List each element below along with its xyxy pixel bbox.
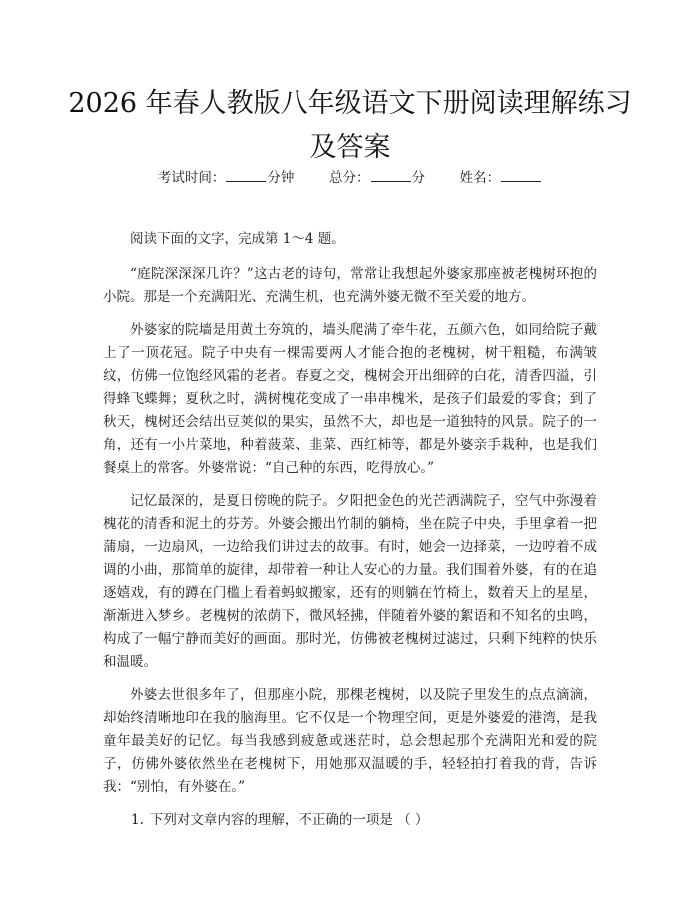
student-name-blank bbox=[501, 168, 541, 182]
reading-passage bbox=[103, 228, 597, 832]
total-score-blank bbox=[371, 168, 411, 182]
total-score-unit: 分 bbox=[411, 170, 425, 186]
passage-paragraph: “庭院深深深几许？”这古老的诗句，常常让我想起外婆家那座被老槐树环抱的小院。那是一个充满阳光、充满生机，也充满外婆无微不至关爱的地方。 bbox=[103, 266, 597, 305]
exam-info-line bbox=[0, 168, 700, 188]
document-title: 2026 年春人教版八年级语文下册阅读理解练习及答案 bbox=[68, 88, 632, 163]
exam-time-unit: 分钟 bbox=[267, 170, 295, 186]
question-text: 下列对文章内容的理解，不正确的一项是 （ ） bbox=[149, 812, 429, 828]
student-name-field bbox=[460, 168, 543, 188]
passage-paragraph: 外婆去世很多年了，但那座小院，那棵老槐树，以及院子里发生的点点滴滴，却始终清晰地印在我的脑海里。它不仅是一个物理空间，更是外婆爱的港湾，是我童年最美好的记忆。每当我感到疲惫或迷茫时，总会想起那个充满阳光和爱的院子，仿佛外婆依然坐在老槐树下，用她那双温暖的手，轻轻拍打着我的背，告诉我：“别怕，有外婆在。” bbox=[103, 687, 597, 795]
total-score-field bbox=[329, 168, 425, 188]
passage-paragraph: 外婆家的院墙是用黄土夯筑的，墙头爬满了牵牛花，五颜六色，如同给院子戴上了一顶花冠。院子中央有一棵需要两人才能合抱的老槐树，树干粗糙，布满皱纹，仿佛一位饱经风霜的老者。春夏之交，槐树会开出细碎的白花，清香四溢，引得蜂飞蝶舞；夏秋之时，满树槐花变成了一串串槐米，是孩子们最爱的零食；到了秋天，槐树还会结出豆荚似的果实，虽然不大，却也是一道独特的风景。院子的一角，还有一小片菜地，种着菠菜、韭菜、西红柿等，都是外婆亲手栽种，也是我们餐桌上的常客。外婆常说：“自己种的东西，吃得放心。” bbox=[103, 322, 597, 476]
passage-instructions: 阅读下面的文字，完成第 1～4 题。 bbox=[130, 231, 345, 247]
total-score-label: 总分： bbox=[329, 170, 370, 186]
student-name-label: 姓名： bbox=[459, 170, 501, 186]
exam-time-field bbox=[158, 168, 295, 188]
question-number: 1. bbox=[131, 812, 144, 828]
question-1 bbox=[103, 809, 597, 832]
passage-paragraph: 记忆最深的，是夏日傍晚的院子。夕阳把金色的光芒洒满院子，空气中弥漫着槐花的清香和泥土的芬芳。外婆会搬出竹制的躺椅，坐在院子中央，手里拿着一把蒲扇，一边扇风，一边给我们讲过去的故事。有时，她会一边择菜，一边哼着不成调的小曲，那简单的旋律，却带着一种让人安心的力量。我们围着外婆，有的在追逐嬉戏，有的蹲在门槛上看着蚂蚁搬家，还有的则躺在竹椅上，数着天上的星星，渐渐进入梦乡。老槐树的浓荫下，微风轻拂，伴随着外婆的絮语和不知名的虫鸣，构成了一幅宁静而美好的画面。那时光，仿佛被老槐树过滤过，只剩下纯粹的快乐和温暖。 bbox=[103, 493, 597, 670]
exam-time-label: 考试时间： bbox=[157, 170, 226, 186]
exam-time-blank bbox=[226, 168, 266, 182]
